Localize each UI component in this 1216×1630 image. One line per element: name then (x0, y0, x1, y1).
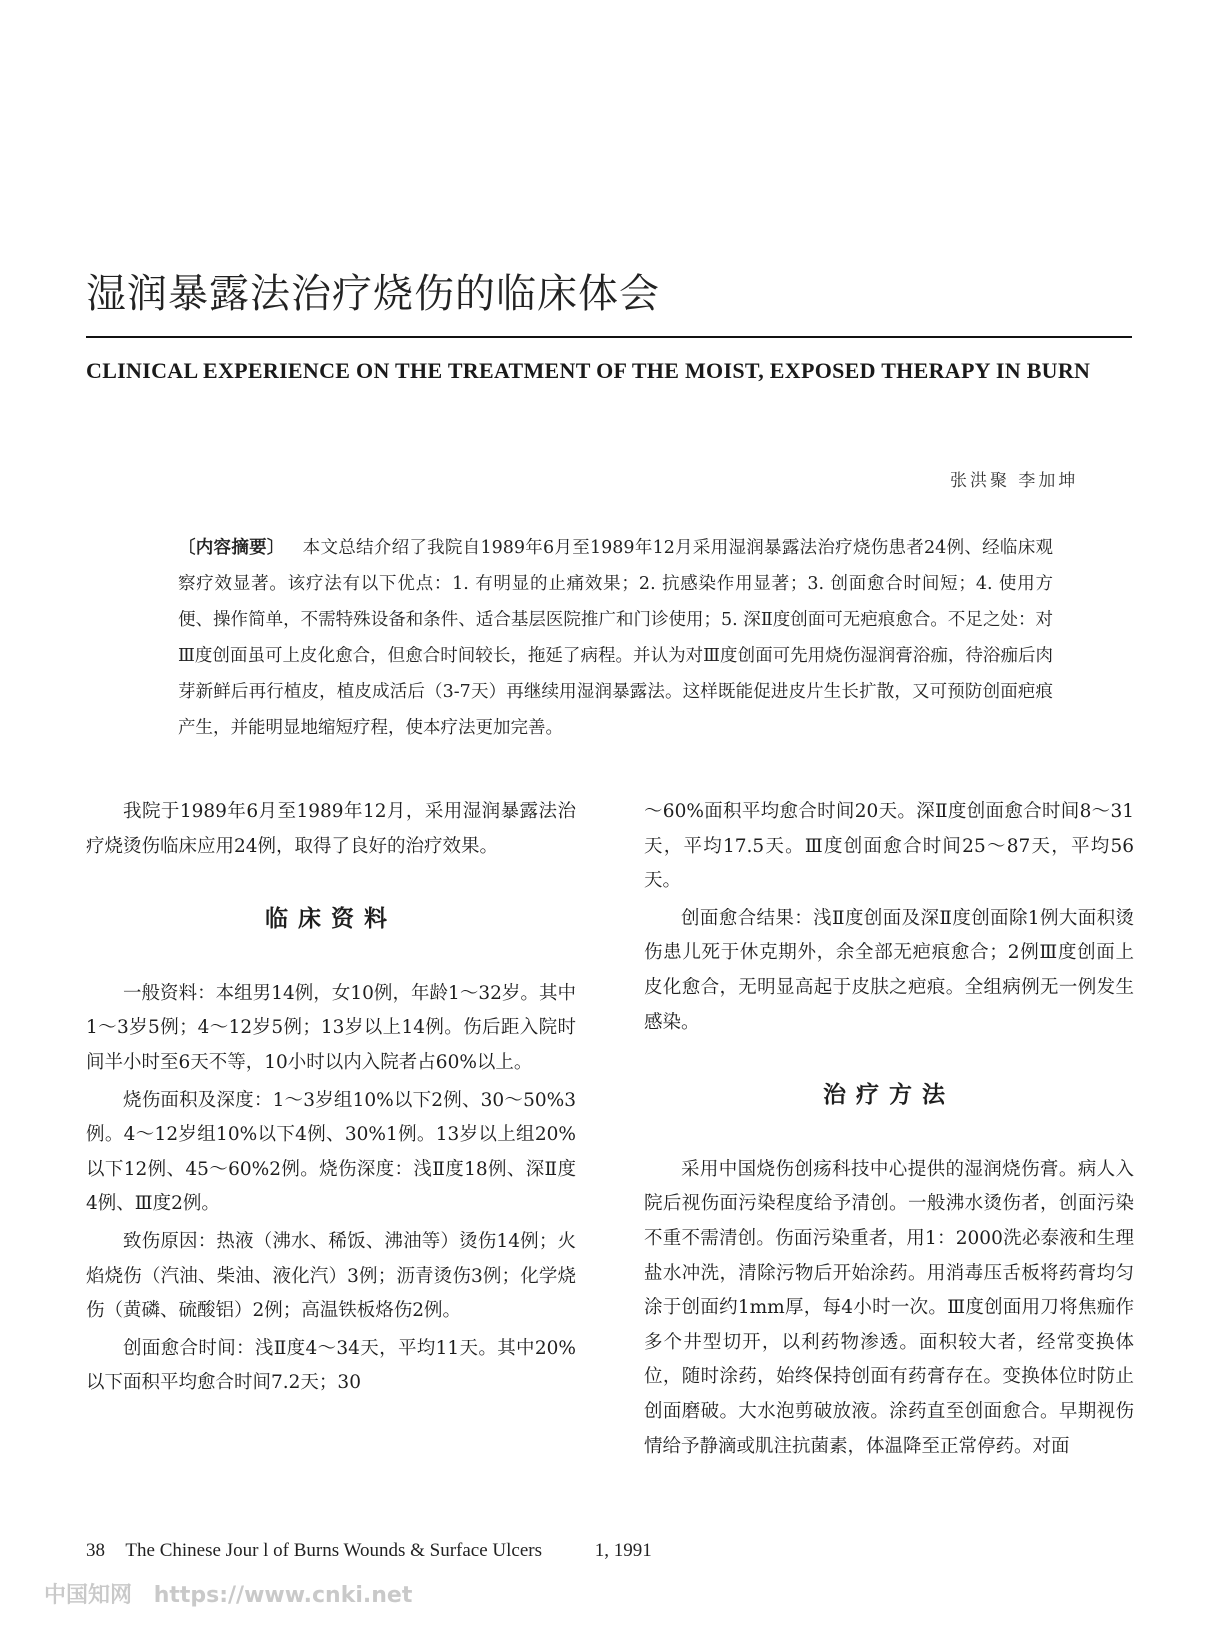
journal-name: The Chinese Jour l of Burns Wounds & Surface Ulcers (125, 1540, 542, 1561)
watermark-url: https://www.cnki.net (153, 1583, 413, 1608)
paragraph-result: 创面愈合结果：浅Ⅱ度创面及深Ⅱ度创面除1例大面积烫伤患儿死于休克期外，余全部无疤痕愈合；2例Ⅲ度创面上皮化愈合，无明显高起于皮肤之疤痕。全组病例无一例发生感染。 (644, 907, 1134, 1033)
watermark-brand: 中国知网 (44, 1583, 133, 1608)
paragraph-continuation: ～60%面积平均愈合时间20天。深Ⅱ度创面愈合时间8～31天，平均17.5天。Ⅲ度创面愈合时间25～87天，平均56天。 (644, 801, 1134, 892)
right-column (644, 795, 1134, 1467)
abstract (178, 530, 1053, 746)
paragraph-cause: 致伤原因：热液（沸水、稀饭、沸油等）烫伤14例；火焰烧伤（汽油、柴油、液化汽）3例；沥青烫伤3例；化学烧伤（黄磷、硫酸铝）2例；高温铁板烙伤2例。 (86, 1230, 576, 1322)
english-title: CLINICAL EXPERIENCE ON THE TREATMENT OF THE MOIST, EXPOSED THERAPY IN BURN (86, 358, 1091, 383)
paragraph-method: 采用中国烧伤创疡科技中心提供的湿润烧伤膏。病人入院后视伤面污染程度给予清创。一般沸水烫伤者，创面污染不重不需清创。伤面污染重者，用1：2000洗必泰液和生理盐水冲洗，清除污物后开始涂药。用消毒压舌板将药膏均匀涂于创面约1mm厚，每4小时一次。Ⅲ度创面用刀将焦痂作多个井型切开，以利药物渗透。面积较大者，经常变换体位，随时涂药，始终保持创面有药膏存在。变换体位时防止创面磨破。大水泡剪破放液。涂药直至创面愈合。早期视伤情给予静滴或肌注抗菌素，体温降至正常停药。对面 (644, 1158, 1134, 1457)
issue-info: 1, 1991 (594, 1540, 652, 1561)
left-column (86, 795, 576, 1404)
section-heading-treatment: 治疗方法 (823, 1082, 955, 1109)
section-heading-clinical-data: 临床资料 (265, 906, 397, 933)
paragraph-healing-time: 创面愈合时间：浅Ⅱ度4～34天，平均11天。其中20%以下面积平均愈合时间7.2天；30 (86, 1337, 576, 1394)
authors: 张洪聚 李加坤 (950, 471, 1079, 491)
abstract-text: 本文总结介绍了我院自1989年6月至1989年12月采用湿润暴露法治疗烧伤患者24例、经临床观察疗效显著。该疗法有以下优点：1. 有明显的止痛效果；2. 抗感染作用显著；3. 创面愈合时间短；4. 使用方便、操作简单，不需特殊设备和条件、适合基层医院推广和门诊使用；5. 深Ⅱ度创面可无疤痕愈合。不足之处：对Ⅲ度创面虽可上皮化愈合，但愈合时间较长，拖延了病程。并认为对Ⅲ度创面可先用烧伤湿润膏浴痂，待浴痂后肉芽新鲜后再行植皮，植皮成活后（3-7天）再继续用湿润暴露法。这样既能促进皮片生长扩散，又可预防创面疤痕产生，并能明显地缩短疗程，使本疗法更加完善。 (178, 538, 1053, 738)
paragraph-general: 一般资料：本组男14例，女10例，年龄1～32岁。其中1～3岁5例；4～12岁5例；13岁以上14例。伤后距入院时间半小时至6天不等，10小时以内入院者占60%以上。 (86, 982, 576, 1073)
cnki-watermark (44, 1578, 412, 1609)
page-footer (86, 1540, 652, 1562)
paragraph-burn-area: 烧伤面积及深度：1～3岁组10%以下2例、30～50%3例。4～12岁组10%以下4例、30%1例。13岁以上组20%以下12例、45～60%2例。烧伤深度：浅Ⅱ度18例、深Ⅱ度4例、Ⅲ度2例。 (86, 1089, 576, 1215)
abstract-label: 〔内容摘要〕 (178, 538, 285, 558)
intro-paragraph: 我院于1989年6月至1989年12月，采用湿润暴露法治疗烧烫伤临床应用24例，取得了良好的治疗效果。 (86, 801, 576, 857)
title-divider (86, 336, 1132, 338)
chinese-title: 湿润暴露法治疗烧伤的临床体会 (86, 271, 660, 317)
page-number: 38 (86, 1540, 105, 1561)
